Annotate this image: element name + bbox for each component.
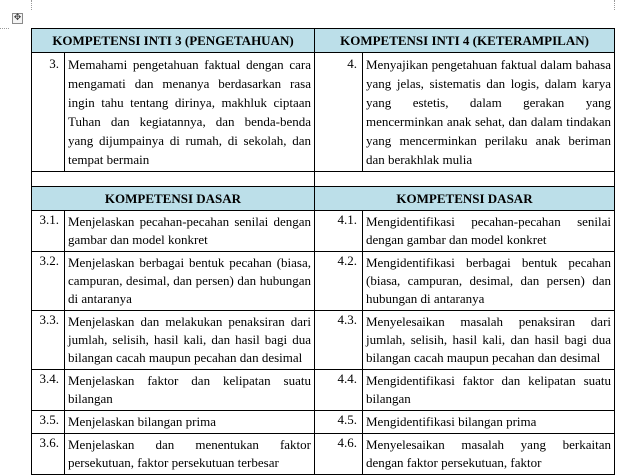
ki4-header: KOMPETENSI INTI 4 (KETERAMPILAN) (315, 29, 615, 53)
text-boundary-guide-right (614, 0, 615, 10)
text-boundary-guide-left (31, 0, 32, 10)
kd3-text: Menjelaskan dan melakukan penaksiran dari jumlah, selisih, hasil kali, dan hasil bagi dua bilangan cacah maupun pecahan dan desimal (65, 311, 315, 370)
ki4-number: 4. (315, 53, 363, 172)
kd3-text: Menjelaskan pecahan-pecahan senilai dengan gambar dan model konkret (65, 211, 315, 252)
competency-table (31, 28, 615, 475)
ki3-text: Memahami pengetahuan faktual dengan cara mengamati dan menanya berdasarkan rasa ingin tahu tentang dirinya, makhluk ciptaan Tuhan dan kegiatannya, dan benda-benda yang dijumpainya di rumah, di sekolah, dan tempat bermain (65, 53, 315, 172)
kd3-number: 3.1. (32, 211, 65, 252)
kd3-text: Menjelaskan berbagai bentuk pecahan (biasa, campuran, desimal, dan persen) dan hubungan di antaranya (65, 252, 315, 311)
kd4-text: Menyelesaikan masalah penaksiran dari jumlah, selisih, hasil kali, dan hasil bagi dua bilangan cacah maupun pecahan dan desimal (363, 311, 615, 370)
kd4-text: Mengidentifikasi pecahan-pecahan senilai dengan gambar dan model konkret (363, 211, 615, 252)
spacer-cell-right (315, 172, 615, 187)
kd4-text: Menyelesaikan masalah yang berkaitan dengan faktor persekutuan, faktor (363, 434, 615, 475)
kd4-number: 4.4. (315, 370, 363, 411)
kd-row (32, 434, 615, 475)
ki3-number: 3. (32, 53, 65, 172)
kd4-text: Mengidentifikasi berbagai bentuk pecahan (biasa, campuran, desimal, dan persen) dan hubungan di antaranya (363, 252, 615, 311)
kd3-number: 3.2. (32, 252, 65, 311)
kd-row (32, 252, 615, 311)
kd3-text: Menjelaskan dan menentukan faktor persekutuan, faktor persekutuan terbesar (65, 434, 315, 475)
kd3-text: Menjelaskan faktor dan kelipatan suatu bilangan (65, 370, 315, 411)
kd-header-row (32, 187, 615, 211)
kd3-text: Menjelaskan bilangan prima (65, 411, 315, 434)
kd4-text: Mengidentifikasi bilangan prima (363, 411, 615, 434)
ki4-text: Menyajikan pengetahuan faktual dalam bahasa yang jelas, sistematis dan logis, dalam karya yang estetis, dalam gerakan yang mencerminkan anak sehat, dan dalam tindakan yang mencerminkan perilaku anak beriman dan berakhlak mulia (363, 53, 615, 172)
kd3-number: 3.6. (32, 434, 65, 475)
kd3-number: 3.3. (32, 311, 65, 370)
table-move-handle-icon[interactable]: ✥ (13, 13, 22, 23)
kd4-number: 4.1. (315, 211, 363, 252)
ki3-header: KOMPETENSI INTI 3 (PENGETAHUAN) (32, 29, 315, 53)
kd-row (32, 211, 615, 252)
kd4-number: 4.3. (315, 311, 363, 370)
kd-row (32, 411, 615, 434)
kd3-header: KOMPETENSI DASAR (32, 187, 315, 211)
ki-header-row (32, 29, 615, 53)
kd-row (32, 370, 615, 411)
kd4-text: Mengidentifikasi faktor dan kelipatan suatu bilangan (363, 370, 615, 411)
spacer-row (32, 172, 615, 187)
kd3-number: 3.4. (32, 370, 65, 411)
kd4-header: KOMPETENSI DASAR (315, 187, 615, 211)
text-boundary-guide-top (0, 28, 9, 29)
ki-row (32, 53, 615, 172)
kd4-number: 4.5. (315, 411, 363, 434)
kd3-number: 3.5. (32, 411, 65, 434)
spacer-cell-left (32, 172, 315, 187)
kd4-number: 4.6. (315, 434, 363, 475)
kd4-number: 4.2. (315, 252, 363, 311)
kd-row (32, 311, 615, 370)
